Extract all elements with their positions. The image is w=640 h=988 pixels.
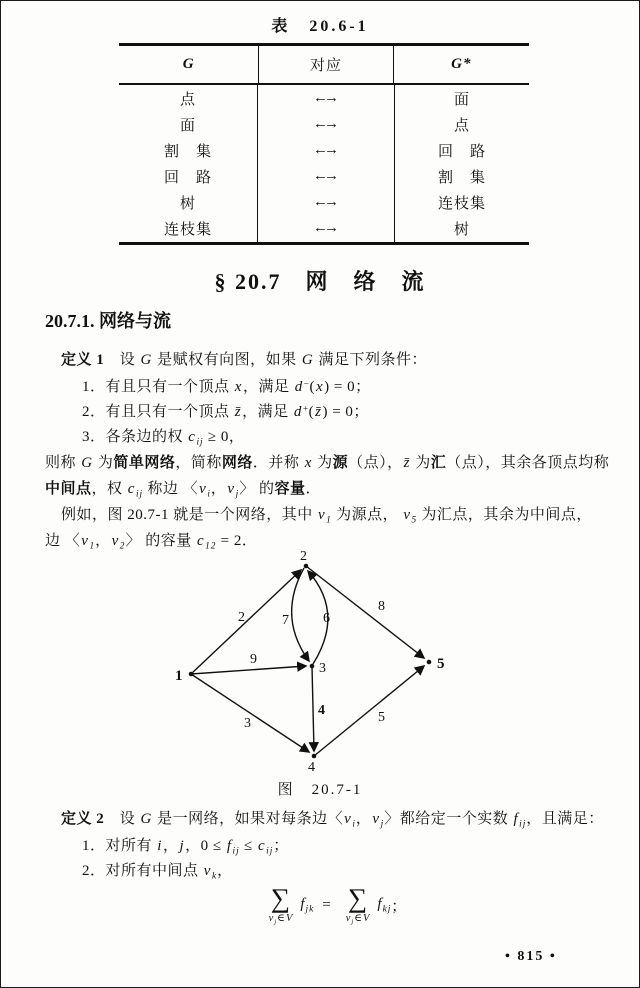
capacity-label-v1-v3: 9	[250, 652, 257, 667]
vertex-v2	[304, 564, 309, 569]
edge-v1-v3	[191, 666, 306, 674]
table-row	[119, 137, 529, 163]
sigma-symbol: ∑	[347, 883, 368, 913]
page-number: • 815 •	[505, 949, 557, 964]
table-row	[119, 190, 529, 216]
example-paragraph-line-1: 例如，图 20.7-1 就是一个网络，其中 $v_1$ 为源点， $v_5$ 为汇点，其余为中间点，	[61, 507, 592, 526]
summation-left	[268, 885, 294, 925]
table-header-correspondence: 对应	[258, 46, 393, 83]
definition-2-condition-1: 1．对所有 i，j，$0 \le f_{ij} \le c_{ij}$；	[82, 838, 289, 857]
capacity-label-v4-v5: 5	[378, 710, 385, 725]
cell-gstar: 面	[453, 91, 470, 108]
vertex-v5	[427, 660, 432, 665]
example-paragraph-line-2: 边 〈$v_1$，$v_2$〉 的容量 $c_{12} = 2$．	[45, 533, 258, 552]
definition-2-intro: 定义 2 设 G 是一网络，如果对每条边〈$v_i$，$v_j$〉都给定一个实数 $f_{ij}$，且满足：	[61, 811, 604, 830]
table-row	[119, 85, 529, 111]
table-header-row	[119, 46, 529, 85]
edge-v2-v3-curve	[292, 568, 309, 661]
vertex-label-2: 2	[300, 549, 307, 564]
network-graph-svg	[141, 549, 491, 781]
figure-caption: 图 20.7-1	[277, 782, 363, 798]
network-naming-paragraph-line-1: 则称 G 为简单网络，简称网络．并称 x 为源（点），z̄ 为汇（点），其余各顶点均称	[45, 455, 610, 471]
equals-sign: =	[322, 896, 331, 913]
vertex-v1	[189, 672, 194, 677]
vertex-label-5: 5	[437, 656, 445, 672]
definition-1-condition-1: 1．有且只有一个顶点 x，满足 d−(x) = 0；	[82, 379, 371, 395]
summation-limit: $v_j\in V$	[268, 913, 293, 926]
definition-2-condition-2: 2．对所有中间点 $v_k$，	[82, 863, 233, 882]
capacity-label-v3-v4: 4	[318, 703, 325, 718]
vertex-label-1: 1	[175, 668, 183, 684]
edge-v4-v5	[314, 666, 424, 756]
formula-lhs-term: $f_{jk}$	[300, 895, 315, 915]
flow-conservation-formula	[15, 885, 640, 925]
capacity-label-v1-v4: 3	[244, 716, 251, 731]
cell-gstar: 割 集	[437, 170, 486, 187]
table-title: 表 20.6-1	[271, 18, 369, 35]
vertex-v4	[312, 754, 317, 759]
cell-gstar: 树	[453, 222, 470, 239]
cell-g: 点	[179, 91, 196, 108]
bidirectional-arrow-icon: ←→	[257, 190, 395, 216]
cell-gstar: 连枝集	[437, 196, 486, 213]
formula-terminator: ；	[391, 898, 407, 915]
vertex-label-3: 3	[319, 661, 326, 676]
cell-gstar: 回 路	[437, 143, 486, 160]
table-row	[119, 164, 529, 190]
summation-limit: $v_j\in V$	[345, 913, 370, 926]
edge-v3-v4	[312, 666, 314, 751]
bidirectional-arrow-icon: ←→	[257, 111, 395, 137]
cell-g: 连枝集	[163, 222, 212, 239]
subsection-heading: 20.7.1. 网络与流	[45, 311, 171, 331]
cell-g: 面	[179, 117, 196, 134]
bidirectional-arrow-icon: ←→	[257, 85, 395, 111]
capacity-label-v2-v5: 8	[378, 599, 385, 614]
definition-1-intro: 定义 1 设 G 是赋权有向图，如果 G 满足下列条件：	[61, 352, 427, 368]
bidirectional-arrow-icon: ←→	[257, 164, 395, 190]
capacity-label-v2-v3: 7	[282, 613, 289, 628]
summation-right	[345, 885, 371, 925]
table-row	[119, 216, 529, 242]
vertex-v3	[310, 664, 315, 669]
edge-v1-v4	[191, 674, 309, 752]
capacity-label-v1-v2: 2	[238, 610, 245, 625]
network-graph-figure	[141, 549, 491, 781]
section-heading: § 20.7 网 络 流	[214, 269, 426, 294]
bidirectional-arrow-icon: ←→	[257, 137, 395, 163]
cell-gstar: 点	[453, 117, 470, 134]
vertex-label-4: 4	[308, 760, 315, 775]
cell-g: 树	[179, 196, 196, 213]
bidirectional-arrow-icon: ←→	[257, 216, 395, 242]
cell-g: 回 路	[163, 170, 212, 187]
network-naming-paragraph-line-2: 中间点，权 $c_{ij}$ 称边 〈$v_i$，$v_j$〉 的容量．	[45, 481, 321, 500]
formula-rhs-term: $f_{kj}$	[377, 895, 392, 915]
definition-1-condition-3: 3．各条边的权 $c_{ij} \ge 0$，	[82, 429, 245, 448]
table-header-gstar: G*	[451, 56, 472, 72]
definition-1-condition-2: 2．有且只有一个顶点 z̄，满足 d+(z̄) = 0；	[82, 404, 369, 420]
duality-table	[119, 43, 529, 245]
capacity-label-v3-v2: 6	[323, 611, 330, 626]
table-header-g: G	[182, 56, 195, 72]
table-row	[119, 111, 529, 137]
sigma-symbol: ∑	[270, 883, 291, 913]
cell-g: 割 集	[163, 143, 212, 160]
